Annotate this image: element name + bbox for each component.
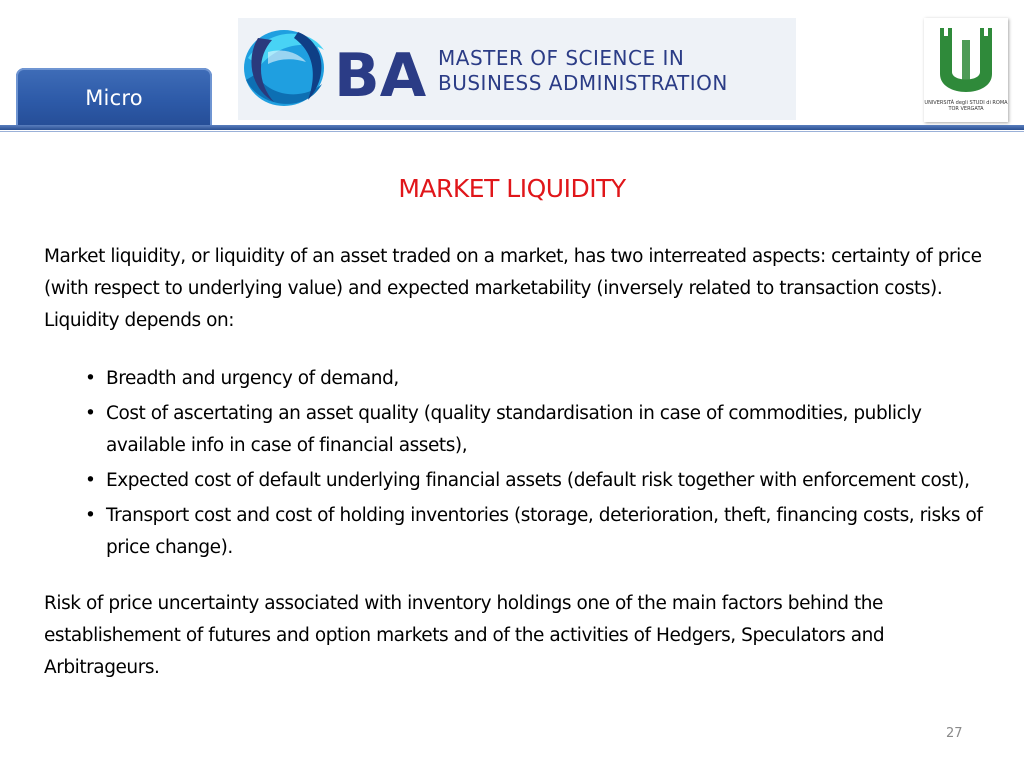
bullet-text: Transport cost and cost of holding inventories (storage, deterioration, theft, financing costs, risks of price change). (106, 505, 983, 558)
banner-line2: BUSINESS ADMINISTRATION (438, 71, 728, 95)
slide-title: MARKET LIQUIDITY (398, 174, 626, 203)
intro-paragraph: Market liquidity, or liquidity of an asset traded on a market, has two interreated aspects: certainty of price (with respect to underlying value) and expected marketability (inversely related to transaction costs). Liquidity depends on: (44, 246, 982, 331)
bullet-icon: • (85, 403, 96, 424)
bullet-list (44, 363, 994, 564)
bullet-item (44, 363, 994, 395)
globe-icon (244, 30, 324, 106)
ba-logo-graphic (238, 18, 796, 120)
slide-header (0, 0, 1024, 132)
bullet-text: Cost of ascertating an asset quality (quality standardisation in case of commodities, publicly available info in case of financial assets), (106, 403, 922, 456)
university-logo-text: UNIVERSITÀ degli STUDI di ROMA TOR VERGATA (924, 100, 1008, 112)
university-logo (924, 18, 1008, 122)
bullet-icon: • (85, 470, 96, 491)
closing-paragraph: Risk of price uncertainty associated with inventory holdings one of the main factors behind the establishement of futures and option markets and of the activities of Hedgers, Speculators and Arbitrageurs. (44, 593, 885, 678)
header-divider (0, 125, 1024, 130)
header-divider-thin (0, 131, 1024, 132)
bullet-item (44, 398, 994, 462)
bullet-text: Breadth and urgency of demand, (106, 368, 399, 389)
bullet-icon: • (85, 368, 96, 389)
micro-tab-label: Micro (85, 86, 143, 110)
banner-line1: MASTER OF SCIENCE IN (438, 46, 685, 70)
bullet-item (44, 500, 994, 564)
tower-u-icon (924, 18, 1008, 98)
bullet-item (44, 465, 994, 497)
banner-acronym: BA (334, 41, 427, 111)
ba-banner (238, 18, 796, 120)
slide-content (44, 241, 994, 684)
micro-tab (16, 68, 212, 128)
bullet-text: Expected cost of default underlying financial assets (default risk together with enforcement cost), (106, 470, 970, 491)
bullet-icon: • (85, 505, 96, 526)
page-number: 27 (946, 726, 963, 741)
